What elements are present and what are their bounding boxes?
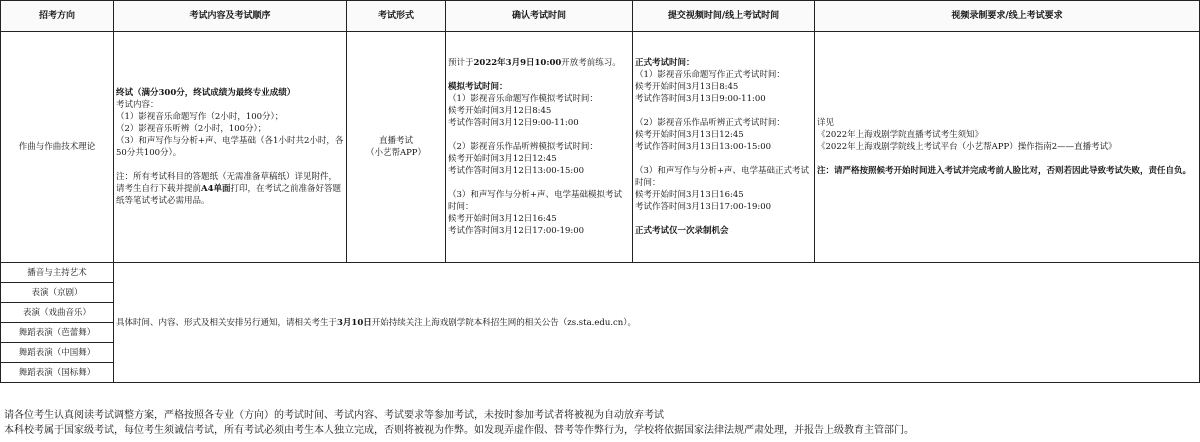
bottom-note-1: 请各位考生认真阅读考试调整方案，严格按照各专业（方向）的考试时间、考试内容、考试要求等参加考试，未按时参加考试者将被视为自动放弃考试 [4,410,664,421]
header-submit-time: 提交视频时间/线上考试时间 [633,1,815,32]
content-note-suffix: 打印，在考试之前准备好答题纸等笔试考试必需用品。 [116,184,342,206]
direction-cell: 舞蹈表演（中国舞） [1,343,114,363]
notice-suffix: 开始持续关注上海戏剧学院本科招生网的相关公告（zs.sta.edu.cn）。 [371,317,636,328]
practice-date: 2022年3月9日10:00 [473,58,562,68]
content-title: 终试（满分300分，终试成绩为最终专业成绩） [116,88,296,98]
bottom-notes [4,408,1196,438]
table-row-composition [1,32,1200,263]
requirements-cell [815,32,1200,263]
confirm-cell [446,32,633,263]
practice-line [448,57,630,69]
header-content: 考试内容及考试顺序 [114,1,347,32]
req-line-1: 详见 [817,118,835,128]
practice-prefix: 预计于 [448,58,474,68]
req-line-2: 《2022年上海戏剧学院直播考试考生须知》 [817,130,984,140]
header-form: 考试形式 [347,1,446,32]
direction-cell: 舞蹈表演（芭蕾舞） [1,323,114,343]
other-notice-cell [114,263,1200,383]
formal-block-3: （3）和声写作与分析+声、电学基础正式考试时间： 候考开始时间3月13日16:45 考试作答时间3月13日17:00-19:00 [635,166,810,212]
direction-cell: 舞蹈表演（国标舞） [1,363,114,383]
formal-title: 正式考试时间： [635,58,695,68]
content-note-bold: A4单面 [201,184,231,194]
mock-block-2: （2）影视音乐作品听辨模拟考试时间： 候考开始时间3月12日12:45 考试作答时间3月12日13:00-15:00 [448,142,598,176]
direction-cell: 表演（京剧） [1,283,114,303]
header-direction: 招考方向 [1,1,114,32]
content-note [116,171,344,207]
table-row-broadcasting [1,263,1200,283]
mock-block-1: （1）影视音乐命题写作模拟考试时间： 候考开始时间3月12日8:45 考试作答时间3月12日9:00-11:00 [448,94,598,128]
req-note: 注：请严格按照候考开始时间进入考试并完成考前人脸比对，否则若因此导致考试失败，责任自负。 [817,166,1192,176]
form-cell: 直播考试 （小艺帮APP） [347,32,446,263]
direction-cell: 作曲与作曲技术理论 [1,32,114,263]
bottom-note-2: 本科校考属于国家级考试，每位考生须诚信考试，所有考试必须由考生本人独立完成，否则将被视为作弊。如发现弄虚作假、替考等作弊行为，学校将依据国家法律法规严肃处理，并报告上级教育主管部门。 [4,425,914,436]
formal-footer: 正式考试仅一次录制机会 [635,226,729,236]
mock-title: 模拟考试时间： [448,82,508,92]
mock-block-3: （3）和声写作与分析+声、电学基础模拟考试时间： 候考开始时间3月12日16:45 考试作答时间3月12日17:00-19:00 [448,190,623,236]
content-body: 考试内容： （1）影视音乐命题写作（2小时，100分）； （2）影视音乐听辨（2小时，100分）； （3）和声写作与分析+声、电学基础（各1小时共2小时，各50分共100分）。 [116,100,344,158]
formal-block-1: （1）影视音乐命题写作正式考试时间： 候考开始时间3月13日8:45 考试作答时间3月13日9:00-11:00 [635,70,785,104]
notice-prefix: 具体时间、内容、形式及相关安排另行通知，请相关考生于 [116,317,338,328]
practice-suffix: 开放考前练习。 [561,58,621,68]
content-note-prefix: 注：所有考试科目的答题纸（无需准备草稿纸）详见附件，请考生自行下载并提前 [116,172,338,194]
content-cell [114,32,347,263]
formal-block-2: （2）影视音乐作品听辨正式考试时间： 候考开始时间3月13日12:45 考试作答时间3月13日13:00-15:00 [635,118,785,152]
header-confirm-time: 确认考试时间 [446,1,633,32]
direction-cell: 播音与主持艺术 [1,263,114,283]
table-header-row [1,1,1200,32]
submit-cell [633,32,815,263]
notice-date: 3月10日 [337,317,372,328]
direction-cell: 表演（戏曲音乐） [1,303,114,323]
req-line-3: 《2022年上海戏剧学院线上考试平台（小艺帮APP）操作指南2——直播考试》 [817,142,1117,152]
header-requirements: 视频录制要求/线上考试要求 [815,1,1200,32]
